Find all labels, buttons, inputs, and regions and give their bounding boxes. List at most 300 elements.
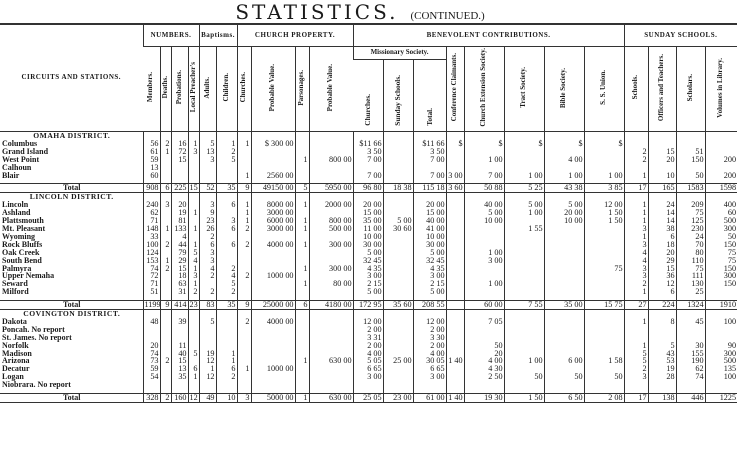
table-cell: 4 35	[353, 265, 383, 273]
table-cell	[504, 381, 544, 389]
table-cell	[705, 326, 737, 334]
table-cell: 3	[188, 148, 199, 156]
table-cell	[383, 241, 413, 249]
table-cell	[383, 310, 413, 318]
table-cell	[143, 326, 160, 334]
table-cell	[188, 381, 199, 389]
table-cell	[188, 164, 199, 172]
table-cell: 1	[624, 201, 648, 209]
table-cell: 75	[705, 257, 737, 265]
table-cell: 630 00	[309, 357, 353, 365]
table-cell: 1	[237, 209, 251, 217]
table-cell: 1583	[676, 184, 705, 193]
table-cell: 7 55	[504, 301, 544, 310]
table-cell: 43	[648, 350, 676, 358]
table-cell: 1	[160, 257, 171, 265]
table-cell: 908	[143, 184, 160, 193]
table-cell: 300 00	[309, 241, 353, 249]
table-cell	[309, 310, 353, 318]
table-cell	[446, 365, 464, 373]
table-cell: 75	[676, 209, 705, 217]
table-cell: 630 00	[309, 394, 353, 403]
table-cell: 60	[143, 172, 160, 180]
station-name: Ashland	[2, 208, 31, 218]
table-cell: 2 15	[413, 280, 446, 288]
table-cell: 15	[648, 265, 676, 273]
table-cell	[648, 326, 676, 334]
table-cell	[216, 318, 237, 326]
table-cell: 5	[624, 350, 648, 358]
table-cell: 1	[188, 241, 199, 249]
table-cell: 36	[648, 272, 676, 280]
table-cell: 1	[216, 357, 237, 365]
table-cell: 49	[199, 394, 216, 403]
table-cell: 32 45	[353, 257, 383, 265]
district-name: LINCOLN DISTRICT.	[29, 192, 114, 202]
table-cell: 6	[188, 365, 199, 373]
station-name: Palmyra	[2, 263, 32, 273]
table-cell: 115 18	[413, 184, 446, 193]
table-cell	[446, 257, 464, 265]
table-cell: 300 00	[309, 265, 353, 273]
table-cell	[584, 241, 624, 249]
total-label: Total	[0, 301, 143, 310]
table-cell	[160, 365, 171, 373]
table-cell	[446, 217, 464, 225]
table-cell	[237, 288, 251, 296]
station-name: Logan	[2, 372, 24, 382]
table-cell	[544, 288, 584, 296]
table-cell: 71	[143, 217, 160, 225]
table-cell	[188, 334, 199, 342]
table-cell: 446	[676, 394, 705, 403]
table-cell: 35	[216, 184, 237, 193]
table-cell: 5	[199, 140, 216, 148]
col-officers-teachers: Officers and Teachers.	[648, 47, 676, 132]
station-name: Dakota	[2, 316, 27, 326]
table-cell	[504, 233, 544, 241]
table-cell: 53	[648, 357, 676, 365]
table-cell	[295, 140, 309, 148]
col-conference-claimants: Conference Claimants.	[446, 47, 464, 132]
missionary-society-header: Missionary Society.	[353, 47, 446, 60]
table-cell: 4	[188, 257, 199, 265]
table-cell: 800 00	[309, 156, 353, 164]
table-cell: 4180 00	[309, 301, 353, 310]
table-cell: 1	[188, 373, 199, 381]
table-cell: 2 08	[584, 394, 624, 403]
table-cell	[446, 342, 464, 350]
table-cell: 33	[143, 233, 160, 241]
station-name: Arizona	[2, 356, 30, 366]
table-cell	[584, 342, 624, 350]
table-cell	[309, 373, 353, 381]
table-cell: 400	[705, 201, 737, 209]
table-cell	[705, 288, 737, 296]
station-name: Upper Nemaha	[2, 271, 55, 281]
table-cell	[383, 249, 413, 257]
table-cell: 90	[705, 342, 737, 350]
table-cell: 1	[216, 350, 237, 358]
table-cell	[199, 326, 216, 334]
table-cell	[160, 209, 171, 217]
table-cell	[199, 381, 216, 389]
table-cell: 1 00	[504, 357, 544, 365]
table-cell	[237, 148, 251, 156]
table-cell: 15	[171, 156, 188, 164]
table-cell: 1	[237, 172, 251, 180]
station-name: Grand Island	[2, 146, 49, 156]
table-cell: 1	[188, 280, 199, 288]
table-cell: 5 00	[464, 209, 504, 217]
table-cell: 1	[160, 225, 171, 233]
station-name: West Point	[2, 154, 40, 164]
table-cell: 11	[171, 342, 188, 350]
table-cell	[383, 326, 413, 334]
table-cell: 6	[216, 241, 237, 249]
table-cell: 3000 00	[251, 225, 295, 233]
group-church-property: CHURCH PROPERTY.	[237, 24, 353, 47]
table-cell: 44	[171, 241, 188, 249]
table-cell	[188, 156, 199, 164]
table-cell	[383, 164, 413, 172]
table-cell	[383, 140, 413, 148]
table-cell: 4000 00	[251, 241, 295, 249]
table-cell: 7 00	[353, 172, 383, 180]
table-cell: 133	[171, 225, 188, 233]
table-cell: 2 50	[464, 373, 504, 381]
table-cell: 80	[676, 249, 705, 257]
table-cell: 3	[624, 272, 648, 280]
table-cell: 165	[648, 184, 676, 193]
station-name: Calhoun	[2, 162, 32, 172]
table-cell: 63	[171, 280, 188, 288]
table-cell: 2560 00	[251, 172, 295, 180]
table-cell: 6	[216, 365, 237, 373]
table-cell: 13	[143, 164, 160, 172]
table-cell: 1	[624, 233, 648, 241]
table-cell	[216, 310, 237, 318]
table-cell: 414	[171, 301, 188, 310]
col-missionary-sunday-schools: Sunday Schools.	[383, 60, 413, 132]
table-cell: 1	[624, 217, 648, 225]
table-cell: 2000 00	[309, 201, 353, 209]
table-cell	[504, 288, 544, 296]
total-label: Total	[0, 184, 143, 193]
table-cell	[383, 148, 413, 156]
table-cell	[309, 249, 353, 257]
table-cell	[446, 193, 464, 201]
table-cell: 2	[237, 241, 251, 249]
table-cell: 9	[160, 301, 171, 310]
table-cell	[446, 326, 464, 334]
table-cell	[237, 249, 251, 257]
title-text: STATISTICS.	[235, 0, 399, 24]
table-cell: 5 00	[353, 249, 383, 257]
table-cell: 30 00	[353, 241, 383, 249]
table-cell	[251, 350, 295, 358]
table-cell: 4 00	[353, 350, 383, 358]
table-cell: 4	[171, 233, 188, 241]
table-cell	[160, 280, 171, 288]
col-missionary-churches: Churches.	[353, 60, 383, 132]
table-cell: 4 35	[413, 265, 446, 273]
table-cell: 6	[160, 184, 171, 193]
table-cell: 70	[676, 241, 705, 249]
table-cell	[446, 373, 464, 381]
table-cell: 3 00	[464, 257, 504, 265]
col-ss-union: S. S. Union.	[584, 47, 624, 132]
table-cell	[544, 272, 584, 280]
table-cell: 35	[171, 373, 188, 381]
table-cell	[383, 132, 413, 140]
table-cell: 62	[143, 209, 160, 217]
table-cell	[584, 148, 624, 156]
table-cell: 16	[171, 140, 188, 148]
table-cell: 1	[216, 140, 237, 148]
table-cell	[544, 280, 584, 288]
station-name: Rock Bluffs	[2, 239, 43, 249]
table-cell	[544, 310, 584, 318]
table-cell	[705, 381, 737, 389]
table-cell	[383, 265, 413, 273]
table-cell	[251, 156, 295, 164]
table-cell	[383, 318, 413, 326]
table-cell: 2	[160, 241, 171, 249]
col-parsonages: Parsonages.	[295, 47, 309, 132]
table-cell: 23 00	[383, 394, 413, 403]
table-cell: $11 66	[353, 140, 383, 148]
station-name: Milford	[2, 287, 29, 297]
table-cell: 111	[676, 272, 705, 280]
table-cell	[584, 233, 624, 241]
table-cell: 2	[237, 225, 251, 233]
table-cell: 7 00	[413, 172, 446, 180]
table-cell	[504, 241, 544, 249]
table-cell: 5 00	[413, 249, 446, 257]
col-members: Members.	[143, 47, 160, 132]
table-cell: 4 00	[464, 357, 504, 365]
table-cell: 19	[199, 350, 216, 358]
table-cell: 29	[171, 257, 188, 265]
table-cell: 2	[237, 318, 251, 326]
table-cell	[383, 233, 413, 241]
table-cell	[160, 342, 171, 350]
table-cell: 75	[676, 265, 705, 273]
group-header-row	[0, 24, 737, 47]
table-cell: 2	[624, 280, 648, 288]
table-cell: 3 00	[353, 272, 383, 280]
table-cell	[251, 381, 295, 389]
table-cell: 225	[171, 184, 188, 193]
table-cell: 40 00	[464, 201, 504, 209]
table-cell: 500 00	[309, 225, 353, 233]
table-cell: 300	[705, 350, 737, 358]
table-cell	[504, 148, 544, 156]
table-cell	[237, 156, 251, 164]
table-cell	[143, 381, 160, 389]
table-cell: 15	[189, 183, 198, 193]
table-cell	[251, 148, 295, 156]
table-cell: 100	[705, 373, 737, 381]
table-cell: 7 00	[413, 156, 446, 164]
table-cell: 138	[648, 394, 676, 403]
table-cell: 5 00	[544, 201, 584, 209]
table-cell: 2 00	[353, 342, 383, 350]
table-cell	[383, 334, 413, 342]
table-cell: 1	[237, 201, 251, 209]
table-cell	[446, 233, 464, 241]
table-row	[0, 172, 737, 180]
table-cell: 1	[199, 365, 216, 373]
table-cell: 5950 00	[309, 184, 353, 193]
table-cell	[544, 326, 584, 334]
table-cell: 3 00	[353, 373, 383, 381]
table-cell: 1	[624, 209, 648, 217]
table-cell: 17	[624, 184, 648, 193]
station-name: Decatur	[2, 364, 30, 374]
circuits-header: CIRCUITS AND STATIONS.	[0, 24, 143, 132]
table-cell: 6 00	[544, 357, 584, 365]
table-cell	[309, 140, 353, 148]
table-cell	[237, 381, 251, 389]
table-cell	[504, 342, 544, 350]
table-cell: 5	[199, 318, 216, 326]
table-cell	[295, 249, 309, 257]
table-cell: 10 00	[464, 217, 504, 225]
table-body	[0, 132, 737, 403]
table-cell	[446, 209, 464, 217]
table-cell: 150	[705, 265, 737, 273]
table-cell: 20	[648, 249, 676, 257]
table-cell	[251, 326, 295, 334]
table-cell: 50	[464, 342, 504, 350]
table-cell	[295, 326, 309, 334]
table-cell: 74	[143, 350, 160, 358]
table-cell	[584, 249, 624, 257]
table-cell	[464, 326, 504, 334]
table-cell: $	[584, 140, 624, 148]
table-cell	[544, 334, 584, 342]
table-cell: 1 50	[504, 394, 544, 403]
table-cell: 1 50	[584, 217, 624, 225]
table-cell: 6 65	[413, 365, 446, 373]
station-name: Mt. Pleasant	[2, 223, 46, 233]
table-cell	[295, 373, 309, 381]
table-cell: 4	[624, 249, 648, 257]
table-cell: 6	[199, 241, 216, 249]
table-cell: 20	[143, 342, 160, 350]
table-cell: $	[544, 140, 584, 148]
table-cell: 190	[676, 357, 705, 365]
table-cell: 4 30	[464, 365, 504, 373]
table-cell: 18	[648, 241, 676, 249]
table-cell	[295, 342, 309, 350]
table-cell: 60	[705, 209, 737, 217]
table-cell	[295, 288, 309, 296]
table-cell	[464, 288, 504, 296]
col-churches: Churches.	[237, 47, 251, 132]
table-cell	[237, 334, 251, 342]
table-cell: 35 00	[544, 301, 584, 310]
table-cell	[446, 265, 464, 273]
table-cell: 153	[143, 257, 160, 265]
table-cell	[504, 249, 544, 257]
table-cell	[251, 334, 295, 342]
table-cell	[446, 249, 464, 257]
table-cell: $	[446, 140, 464, 148]
table-cell: 5	[216, 280, 237, 288]
table-cell: 5 05	[353, 357, 383, 365]
table-cell	[544, 241, 584, 249]
table-cell: 1 00	[544, 172, 584, 180]
table-cell: 3 85	[584, 184, 624, 193]
group-benevolent: BENEVOLENT CONTRIBUTIONS.	[353, 24, 624, 47]
table-cell: 125	[676, 217, 705, 225]
table-cell: 3	[624, 225, 648, 233]
table-cell	[446, 201, 464, 209]
table-cell	[160, 381, 171, 389]
table-cell: 12	[199, 373, 216, 381]
table-cell: 1	[237, 217, 251, 225]
table-cell	[160, 310, 171, 318]
table-cell	[383, 201, 413, 209]
table-cell	[504, 265, 544, 273]
table-cell: 30	[676, 342, 705, 350]
table-cell: 1 00	[504, 172, 544, 180]
table-cell: 12 00	[584, 201, 624, 209]
table-cell: 240	[143, 201, 160, 209]
table-cell: 12	[199, 357, 216, 365]
table-cell: 62	[676, 365, 705, 373]
table-cell	[309, 164, 353, 172]
table-cell: 1	[295, 156, 309, 164]
station-name: Plattsmouth	[2, 216, 44, 226]
table-cell: 1	[624, 318, 648, 326]
table-cell: 6	[216, 201, 237, 209]
table-cell: 2	[160, 394, 171, 403]
table-cell	[353, 381, 383, 389]
table-cell: 29	[648, 257, 676, 265]
table-cell: 3 00	[446, 172, 464, 180]
table-cell: 3000 00	[251, 209, 295, 217]
table-cell: 2	[160, 265, 171, 273]
table-cell: 51	[143, 288, 160, 296]
col-adults: Adults.	[199, 47, 216, 132]
table-cell: 130	[676, 280, 705, 288]
table-cell: 12 00	[413, 318, 446, 326]
table-cell: 61	[143, 148, 160, 156]
table-cell: 6	[648, 233, 676, 241]
table-cell	[188, 318, 199, 326]
table-cell	[584, 326, 624, 334]
table-cell: 20 00	[413, 201, 446, 209]
group-baptisms: Baptisms.	[199, 24, 237, 47]
table-cell	[705, 132, 737, 140]
table-cell: 5 25	[504, 184, 544, 193]
station-name: Norfolk	[2, 340, 29, 350]
table-cell: 48	[143, 318, 160, 326]
table-cell	[171, 172, 188, 180]
table-cell	[584, 381, 624, 389]
district-name: OMAHA DISTRICT.	[33, 131, 111, 140]
table-cell	[160, 334, 171, 342]
table-cell: 14	[648, 209, 676, 217]
table-cell: 1 00	[464, 280, 504, 288]
table-cell	[383, 193, 413, 201]
table-cell: 73	[143, 357, 160, 365]
table-cell: 1	[188, 265, 199, 273]
